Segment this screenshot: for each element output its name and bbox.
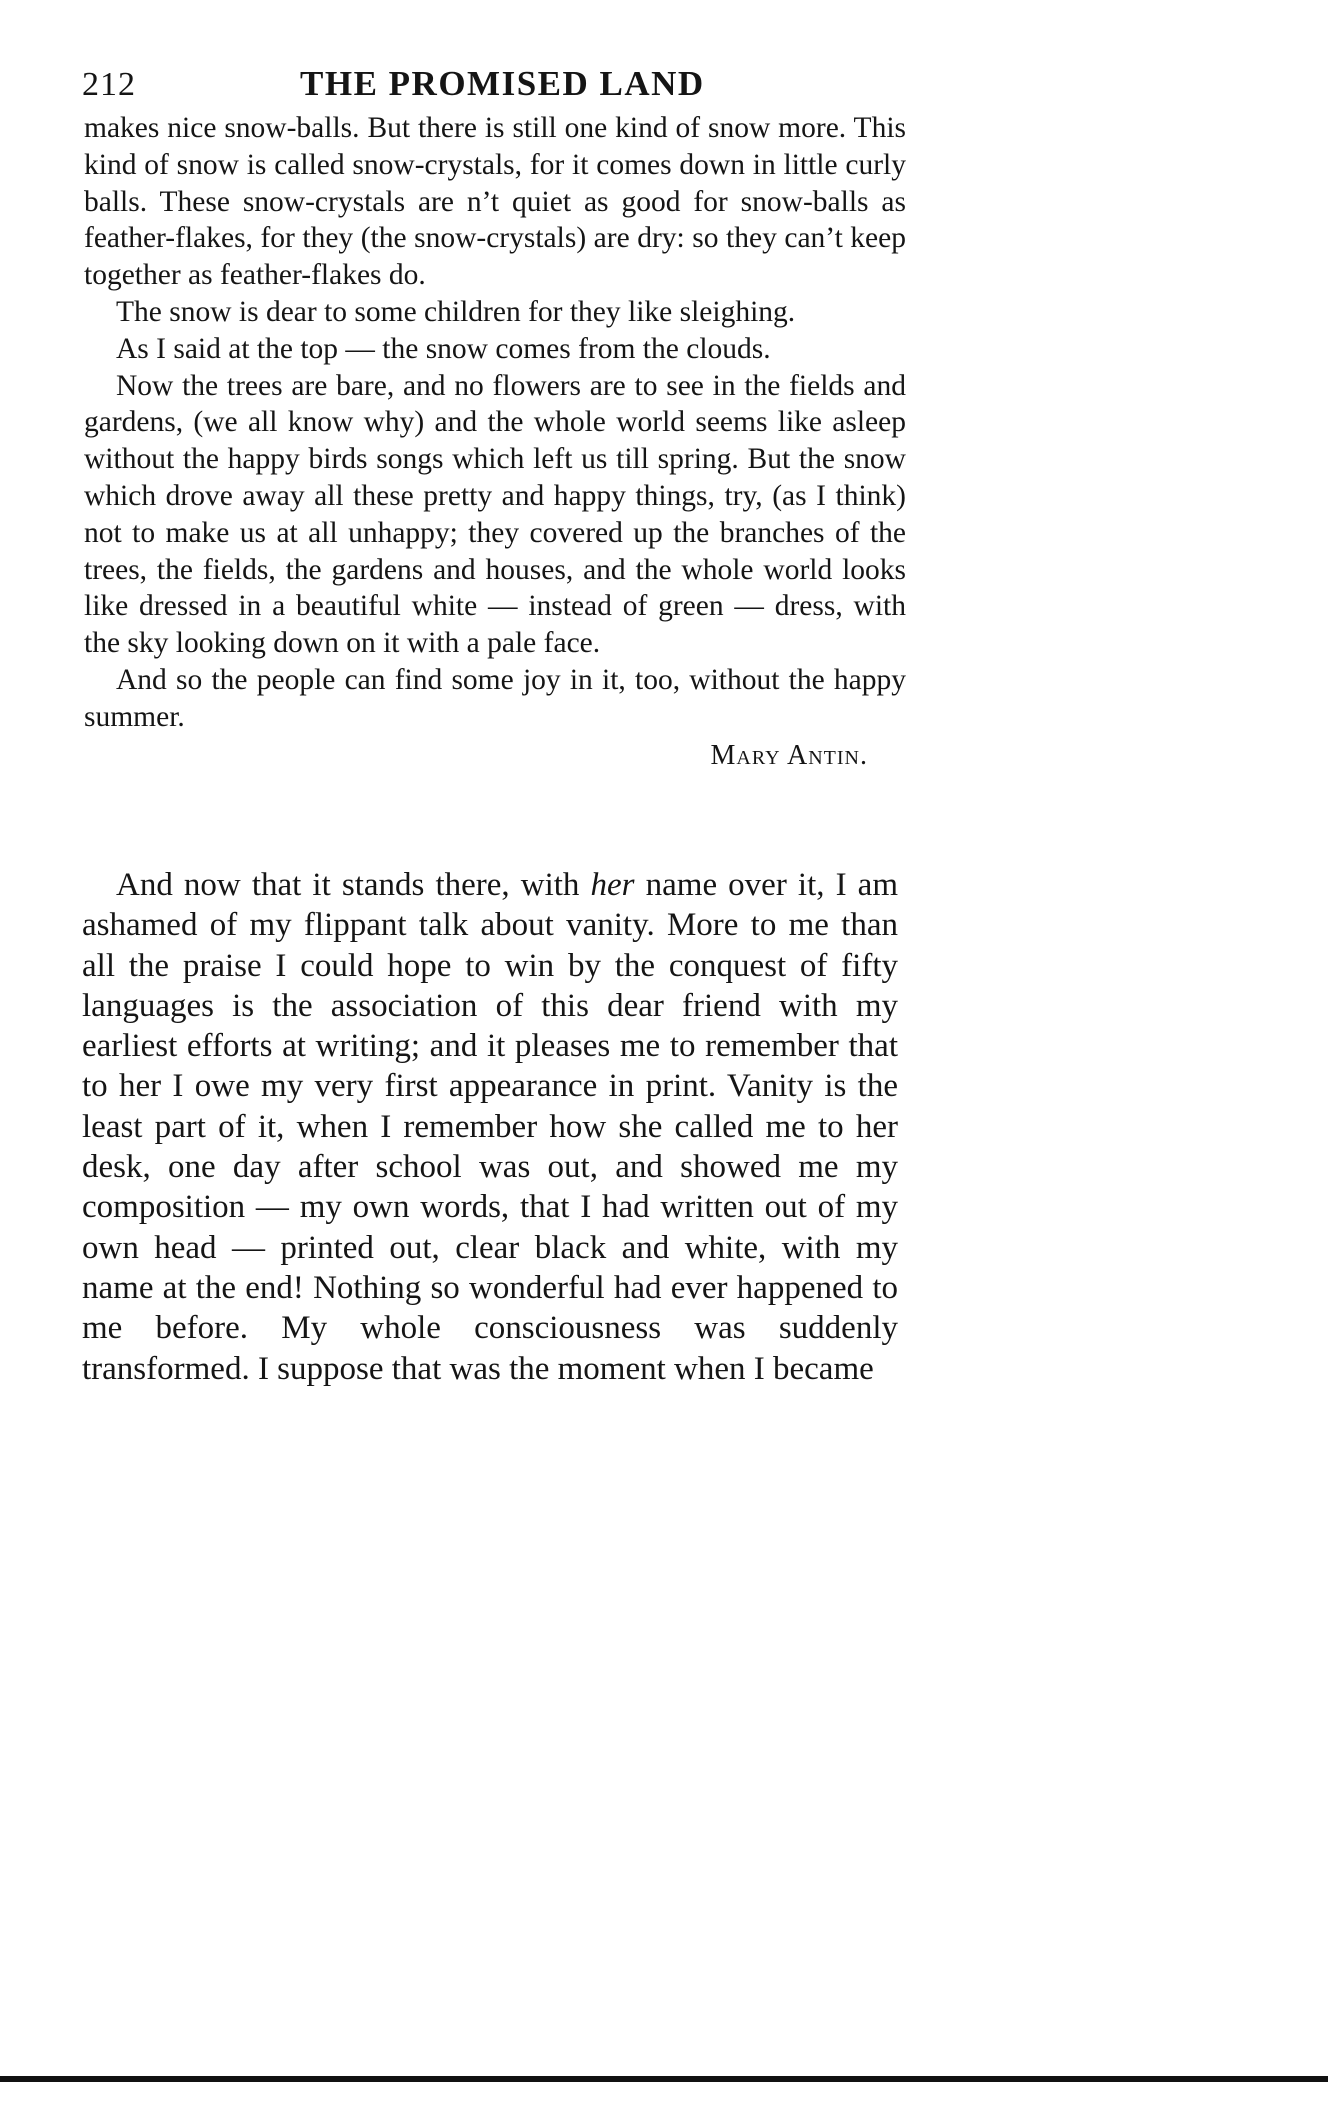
- letter-paragraph-3: As I said at the top — the snow comes from the clouds.: [116, 332, 771, 365]
- narrative-text-rest: name over it, I am ashamed of my flippant talk about vanity. More to me than all the praise I could hope to win by the conquest of fifty languages is the association of this dear friend with my earliest efforts at writing; and it pleases me to remember that to her I owe my very first appearance in print. Vanity is the least part of it, when I remember how she called me to her desk, one day after school was out, and showed me my composition — my own words, that I had written out of my own head — printed out, clear black and white, with my name at the end! Nothing so wonderful had ever happened to me before. My whole consciousness was suddenly transformed. I suppose that was the moment when I became: [82, 867, 898, 1387]
- narrative-text: [82, 865, 898, 1389]
- letter-paragraph-4: Now the trees are bare, and no flowers are to see in the fields and gardens, (we all know why) and the whole world seems like asleep without the happy birds songs which left us till spring. But the snow which drove away all these pretty and happy things, try, (as I think) not to make us at all unhappy; they covered up the branches of the trees, the fields, the gardens and houses, and the whole world looks like dressed in a beautiful white — instead of green — dress, with the sky looking down on it with a pale face.: [84, 369, 906, 660]
- page-header: [82, 66, 912, 106]
- narrative-emphasis: her: [590, 867, 635, 903]
- narrative-text-start: And now that it stands there, with: [116, 867, 591, 903]
- quoted-composition: [84, 110, 906, 774]
- page-number: 212: [82, 66, 136, 103]
- running-title: THE PROMISED LAND: [300, 64, 705, 103]
- letter-paragraph-2: The snow is dear to some children for they like sleighing.: [116, 295, 796, 328]
- bottom-page-rule: [0, 2076, 1328, 2082]
- narrative-paragraph: [82, 865, 898, 1389]
- author-signature: Mary Antin.: [710, 739, 868, 771]
- letter-paragraph-5: And so the people can find some joy in it, too, without the happy summer.: [84, 663, 906, 733]
- letter-paragraph-1: makes nice snow-balls. But there is still one kind of snow more. This kind of snow is called snow-crystals, for it comes down in little curly balls. These snow-crystals are n’t quiet as good for snow-balls as feather-flakes, for they (the snow-crystals) are dry: so they can’t keep together as feather-flakes do.: [84, 112, 906, 292]
